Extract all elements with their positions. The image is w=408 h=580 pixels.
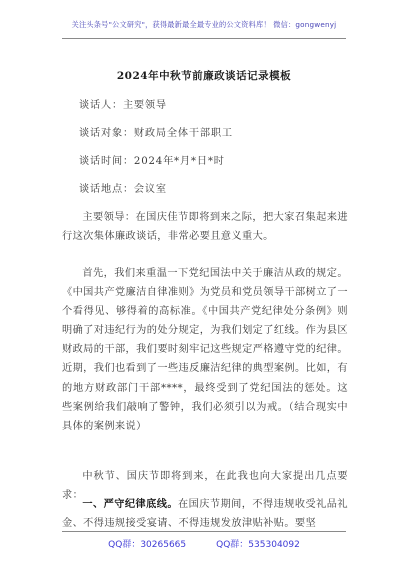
footer [0, 537, 408, 550]
paragraph-requirements: 中秋节、国庆节即将到来，在此我也向大家提出几点要求： [62, 471, 348, 502]
meta-speaker: 谈话人：主要领导 [79, 100, 167, 111]
document-title: 2024年中秋节前廉政谈话记录模板 [116, 70, 292, 82]
section-body: 在国庆节期间，不得违规收受礼品礼金、不得违规接受宴请、不得违规发放津贴补贴。要坚 [62, 499, 348, 530]
paragraph-discipline [62, 495, 348, 533]
footer-qq-group-1: QQ群：30265665 [108, 540, 187, 550]
paragraph-regulations: 首先，我们来重温一下党纪国法中关于廉洁从政的规定。《中国共产党廉洁自律准则》为党员和党员领导干部树立了一个看得见、够得着的高标准。《中国共产党纪律处分条例》则明确了对违纪行为的处分规定，为我们划定了红线。作为县区财政局的干部，我们要时刻牢记这些规定严格遵守党的纪律。近期，我们也看到了一些违反廉洁纪律的典型案例。比如，有的地方财政部门干部****，最终受到了党纪国法的惩处。这些案例给我们敲响了警钟，我们必须引以为戒。（结合现实中具体的案例来说） [62, 268, 348, 432]
footer-qq-group-2: QQ群：535304092 [216, 540, 300, 550]
section-heading: 一、严守纪律底线。 [82, 498, 179, 510]
paragraph-opening: 主要领导：在国庆佳节即将到来之际，把大家召集起来进行这次集体廉政谈话，非常必要且意义重大。 [62, 212, 348, 243]
meta-location: 谈话地点：会议室 [79, 184, 167, 195]
meta-audience: 谈话对象：财政局全体干部职工 [79, 128, 233, 139]
header-divider [62, 38, 346, 39]
header-notice: 关注头条号"公文研究"，获得最新最全最专业的公文资料库！ 微信：gongwenyj [71, 20, 337, 29]
footer-divider [62, 531, 346, 532]
meta-time: 谈话时间：2024年*月*日*时 [79, 156, 225, 167]
